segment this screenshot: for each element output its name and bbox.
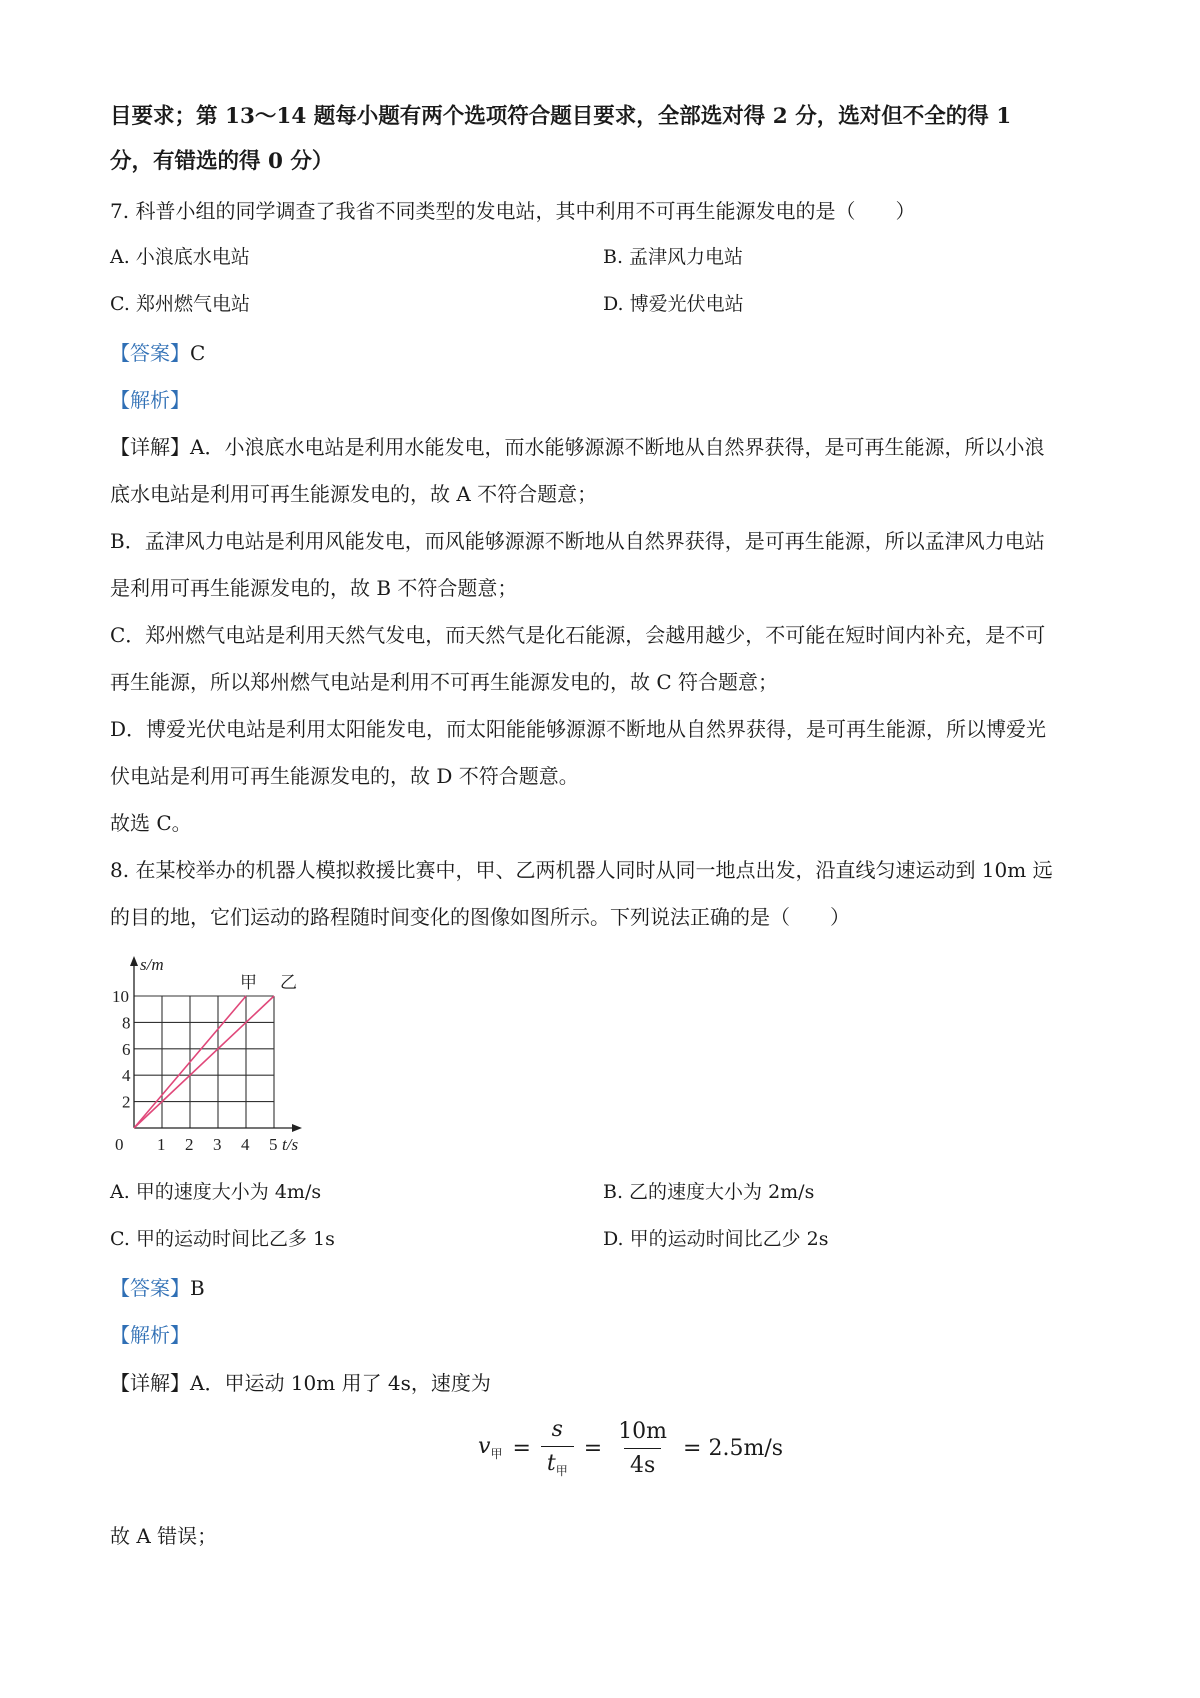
q8-option-c: C. 甲的运动时间比乙多 1s	[110, 1228, 335, 1250]
q7-conclusion: 故选 C。	[110, 811, 192, 835]
formula-t: $t_甲$	[541, 1446, 574, 1479]
q8-answer-line	[110, 1274, 205, 1302]
q8-option-b: B. 乙的速度大小为 2m/s	[603, 1181, 815, 1203]
q7-detail-line-1: 【详解】A．小浪底水电站是利用水能发电，而水能够源源不断地从自然界获得，是可再生能源，所以小浪	[110, 435, 1045, 459]
formula-denominator: 4s	[624, 1448, 661, 1478]
section-instructions-line-1: 目要求；第 13～14 题每小题有两个选项符合题目要求，全部选对得 2 分，选对但不全的得 1	[110, 104, 1012, 129]
q7-detail-line-4: 是利用可再生能源发电的，故 B 不符合题意；	[110, 576, 518, 600]
y-tick-label: 2	[122, 1092, 131, 1112]
formula-fraction-symbolic	[541, 1417, 574, 1479]
x-tick-label: 3	[213, 1135, 222, 1154]
q8-stem-line-1: 8. 在某校举办的机器人模拟救援比赛中，甲、乙两机器人同时从同一地点出发，沿直线匀速运动到 10m 远	[110, 858, 1053, 882]
series-label: 乙	[280, 973, 297, 993]
velocity-formula	[478, 1408, 783, 1488]
q8-analysis-tag: 【解析】	[110, 1323, 190, 1347]
q7-detail-line-3: B．孟津风力电站是利用风能发电，而风能够源源不断地从自然界获得，是可再生能源，所以孟津风力电站	[110, 529, 1045, 553]
x-tick-label: 5	[269, 1135, 278, 1154]
answer-tag: 【答案】	[110, 341, 190, 365]
q8-stem-line-2: 的目的地，它们运动的路程随时间变化的图像如图所示。下列说法正确的是（ ）	[110, 905, 850, 929]
q7-analysis-tag: 【解析】	[110, 388, 190, 412]
formula-numerator: 10m	[618, 1418, 668, 1444]
formula-result: = 2.5m/s	[683, 1435, 784, 1461]
q7-detail-line-2: 底水电站是利用可再生能源发电的，故 A 不符合题意；	[110, 482, 598, 506]
answer-tag: 【答案】	[110, 1276, 190, 1300]
q7-detail-line-6: 再生能源，所以郑州燃气电站是利用不可再生能源发电的，故 C 符合题意；	[110, 670, 779, 694]
formula-v: $v_甲$	[478, 1434, 503, 1461]
q7-stem: 7. 科普小组的同学调查了我省不同类型的发电站，其中利用不可再生能源发电的是（ ）	[110, 199, 916, 223]
y-axis-arrow	[130, 956, 138, 966]
y-tick-label: 8	[122, 1013, 131, 1033]
x-axis-arrow	[292, 1124, 302, 1132]
q8-option-a: A. 甲的速度大小为 4m/s	[110, 1181, 322, 1203]
q7-detail-line-5: C．郑州燃气电站是利用天然气发电，而天然气是化石能源，会越用越少，不可能在短时间内补充，是不可	[110, 623, 1046, 647]
formula-fraction-numeric	[612, 1419, 673, 1478]
q7-detail-line-7: D．博爱光伏电站是利用太阳能发电，而太阳能能够源源不断地从自然界获得，是可再生能源，所以博爱光	[110, 717, 1047, 741]
q7-answer-value: C	[190, 341, 206, 365]
x-axis-label: t/s	[282, 1135, 299, 1154]
q7-option-b: B. 孟津风力电站	[603, 246, 744, 268]
y-axis-label: s/m	[140, 955, 164, 974]
q7-option-c: C. 郑州燃气电站	[110, 293, 250, 315]
q7-option-d: D. 博爱光伏电站	[603, 293, 744, 315]
y-tick-label: 4	[122, 1066, 131, 1086]
x-tick-label: 1	[157, 1135, 166, 1154]
x-tick-label: 4	[241, 1135, 250, 1154]
formula-equals-2: =	[583, 1435, 603, 1461]
q8-answer-value: B	[190, 1276, 205, 1300]
y-tick-label: 6	[122, 1039, 131, 1059]
y-tick-label: 10	[112, 987, 129, 1006]
series-label: 甲	[240, 973, 257, 993]
q7-detail-line-8: 伏电站是利用可再生能源发电的，故 D 不符合题意。	[110, 764, 579, 788]
s-t-graph	[108, 950, 348, 1160]
q7-option-a: A. 小浪底水电站	[110, 246, 250, 268]
q8-conclusion: 故 A 错误；	[110, 1524, 218, 1548]
x-tick-label: 2	[185, 1135, 194, 1154]
formula-equals-1: =	[512, 1435, 531, 1461]
formula-s: s	[551, 1417, 563, 1442]
q7-answer-line	[110, 339, 205, 367]
q8-option-d: D. 甲的运动时间比乙少 2s	[603, 1228, 829, 1250]
section-instructions-line-2: 分，有错选的得 0 分）	[110, 149, 334, 174]
origin-label: 0	[115, 1135, 124, 1154]
q8-detail-line-1: 【详解】A．甲运动 10m 用了 4s，速度为	[110, 1371, 491, 1395]
series-line	[134, 996, 274, 1128]
